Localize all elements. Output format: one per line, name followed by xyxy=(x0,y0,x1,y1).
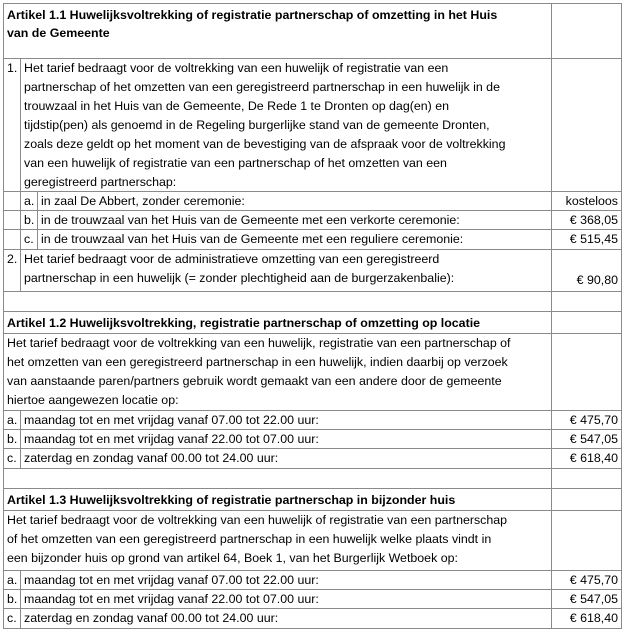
item-2-price: € 90,80 xyxy=(576,273,618,287)
article-1-2-row-c-price: € 618,40 xyxy=(551,448,622,469)
article-1-3-row-a-text: maandag tot en met vrijdag vanaf 07.00 tot 22.00 uur: xyxy=(20,570,552,590)
article-1-3-row-b-price: € 547,05 xyxy=(551,589,622,609)
article-1-2-intro-line: Het tarief bedraagt voor de voltrekking van een huwelijk, registratie van een partnerschap of xyxy=(7,336,511,350)
item-1-sub-b-text: in de trouwzaal van het Huis van de Gemeente met een verkorte ceremonie: xyxy=(37,210,552,230)
article-1-2-intro-line: van aanstaande paren/partners gebruik wordt gemaakt van een andere door de gemeente xyxy=(7,374,502,388)
article-1-2-row-b-letter: b. xyxy=(3,429,21,449)
item-1-sub-c-price: € 515,45 xyxy=(551,229,622,250)
item-2-number: 2. xyxy=(7,252,18,266)
article-1-2-row-a-letter: a. xyxy=(3,410,21,430)
item-1-sub-a-spacer xyxy=(3,191,21,211)
item-1-sub-a-text: in zaal De Abbert, zonder ceremonie: xyxy=(37,191,552,211)
article-1-3-intro-line: of het omzetten van een geregistreerd partnerschap in een huwelijk welke plaats vindt in xyxy=(7,532,492,546)
item-2-line: Het tarief bedraagt voor de administratieve omzetting van een geregistreerd xyxy=(24,252,440,266)
article-1-2-row-a-price: € 475,70 xyxy=(551,410,622,430)
item-1-line: zoals deze geldt op het moment van de bevestiging van de afspraak voor de voltrekking xyxy=(24,137,506,151)
item-1-sub-a-price: kosteloos xyxy=(551,191,622,211)
item-1-line: trouwzaal in het Huis van de Gemeente, De Rede 1 te Dronten op dag(en) en xyxy=(24,99,449,113)
article-1-2-title: Artikel 1.2 Huwelijksvoltrekking, registratie partnerschap of omzetting op locatie xyxy=(3,311,552,334)
item-1-sub-a-letter: a. xyxy=(20,191,38,211)
item-1-line: geregistreerd partnerschap: xyxy=(24,175,177,189)
item-2-price-cell xyxy=(551,249,622,292)
article-1-3-row-b-text: maandag tot en met vrijdag vanaf 22.00 tot 07.00 uur: xyxy=(20,589,552,609)
article-1-2-intro xyxy=(3,333,552,411)
item-1-number: 1. xyxy=(7,61,18,75)
article-1-1-title-price-cell xyxy=(551,3,622,59)
item-1-sub-c-letter: c. xyxy=(20,229,38,250)
article-1-3-title-price-cell xyxy=(551,488,622,511)
article-1-3-intro-price-cell xyxy=(551,510,622,571)
article-1-3-row-a-letter: a. xyxy=(3,570,21,590)
article-1-2-intro-line: hiertoe aangewezen locatie op: xyxy=(7,393,179,407)
tariff-table xyxy=(3,3,622,629)
article-1-2-row-b-price: € 547,05 xyxy=(551,429,622,449)
item-1-sub-b-price: € 368,05 xyxy=(551,210,622,230)
item-2-number-cell xyxy=(3,249,21,292)
item-1-line: partnerschap of het omzetten van een geregistreerd partnerschap in een huwelijk in de xyxy=(24,80,500,94)
article-1-2-intro-price-cell xyxy=(551,333,622,411)
article-1-1-title-line1: Artikel 1.1 Huwelijksvoltrekking of registratie partnerschap of omzetting in het Huis xyxy=(7,8,498,22)
item-1-sub-b-letter: b. xyxy=(20,210,38,230)
item-2-line: partnerschap in een huwelijk (= zonder plechtigheid aan de burgerzakenbalie): xyxy=(24,271,455,285)
article-1-2-intro-line: het omzetten van een geregistreerd partnerschap in een huwelijk, indien daarbij op verzoek xyxy=(7,355,508,369)
article-1-3-intro xyxy=(3,510,552,571)
spacer-row-2-price xyxy=(551,468,622,489)
article-1-1-title xyxy=(3,3,552,59)
item-1-number-cell xyxy=(3,58,21,192)
item-1-line: tijdstip(pen) als genoemd in de Regeling burgerlijke stand van de gemeente Dronten, xyxy=(24,118,490,132)
article-1-2-row-c-letter: c. xyxy=(3,448,21,469)
article-1-1-title-line2: van de Gemeente xyxy=(7,26,110,40)
spacer-row-1-price xyxy=(551,291,622,312)
article-1-3-title: Artikel 1.3 Huwelijksvoltrekking of registratie partnerschap in bijzonder huis xyxy=(3,488,552,511)
article-1-2-row-a-text: maandag tot en met vrijdag vanaf 07.00 tot 22.00 uur: xyxy=(20,410,552,430)
article-1-3-row-a-price: € 475,70 xyxy=(551,570,622,590)
item-1-price-cell xyxy=(551,58,622,192)
item-1-line: van een huwelijk of registratie van een partnerschap of het omzetten van een xyxy=(24,156,447,170)
item-1-sub-c-text: in de trouwzaal van het Huis van de Gemeente met een reguliere ceremonie: xyxy=(37,229,552,250)
article-1-3-intro-line: Het tarief bedraagt voor de voltrekking van een huwelijk of registratie van een partnerschap xyxy=(7,513,508,527)
item-1-sub-b-spacer xyxy=(3,210,21,230)
spacer-row-1 xyxy=(3,291,552,312)
item-1-text xyxy=(20,58,552,192)
article-1-3-row-c-letter: c. xyxy=(3,608,21,629)
article-1-3-row-c-price: € 618,40 xyxy=(551,608,622,629)
article-1-3-row-b-letter: b. xyxy=(3,589,21,609)
article-1-3-row-c-text: zaterdag en zondag vanaf 00.00 tot 24.00 uur: xyxy=(20,608,552,629)
article-1-2-title-price-cell xyxy=(551,311,622,334)
article-1-2-row-c-text: zaterdag en zondag vanaf 00.00 tot 24.00 uur: xyxy=(20,448,552,469)
item-2-text xyxy=(20,249,552,292)
article-1-3-intro-line: een bijzonder huis op grond van artikel 64, Boek 1, van het Burgerlijk Wetboek op: xyxy=(7,551,458,565)
article-1-2-row-b-text: maandag tot en met vrijdag vanaf 22.00 tot 07.00 uur: xyxy=(20,429,552,449)
spacer-row-2 xyxy=(3,468,552,489)
item-1-line: Het tarief bedraagt voor de voltrekking van een huwelijk of registratie van een xyxy=(24,61,449,75)
item-1-sub-c-spacer xyxy=(3,229,21,250)
